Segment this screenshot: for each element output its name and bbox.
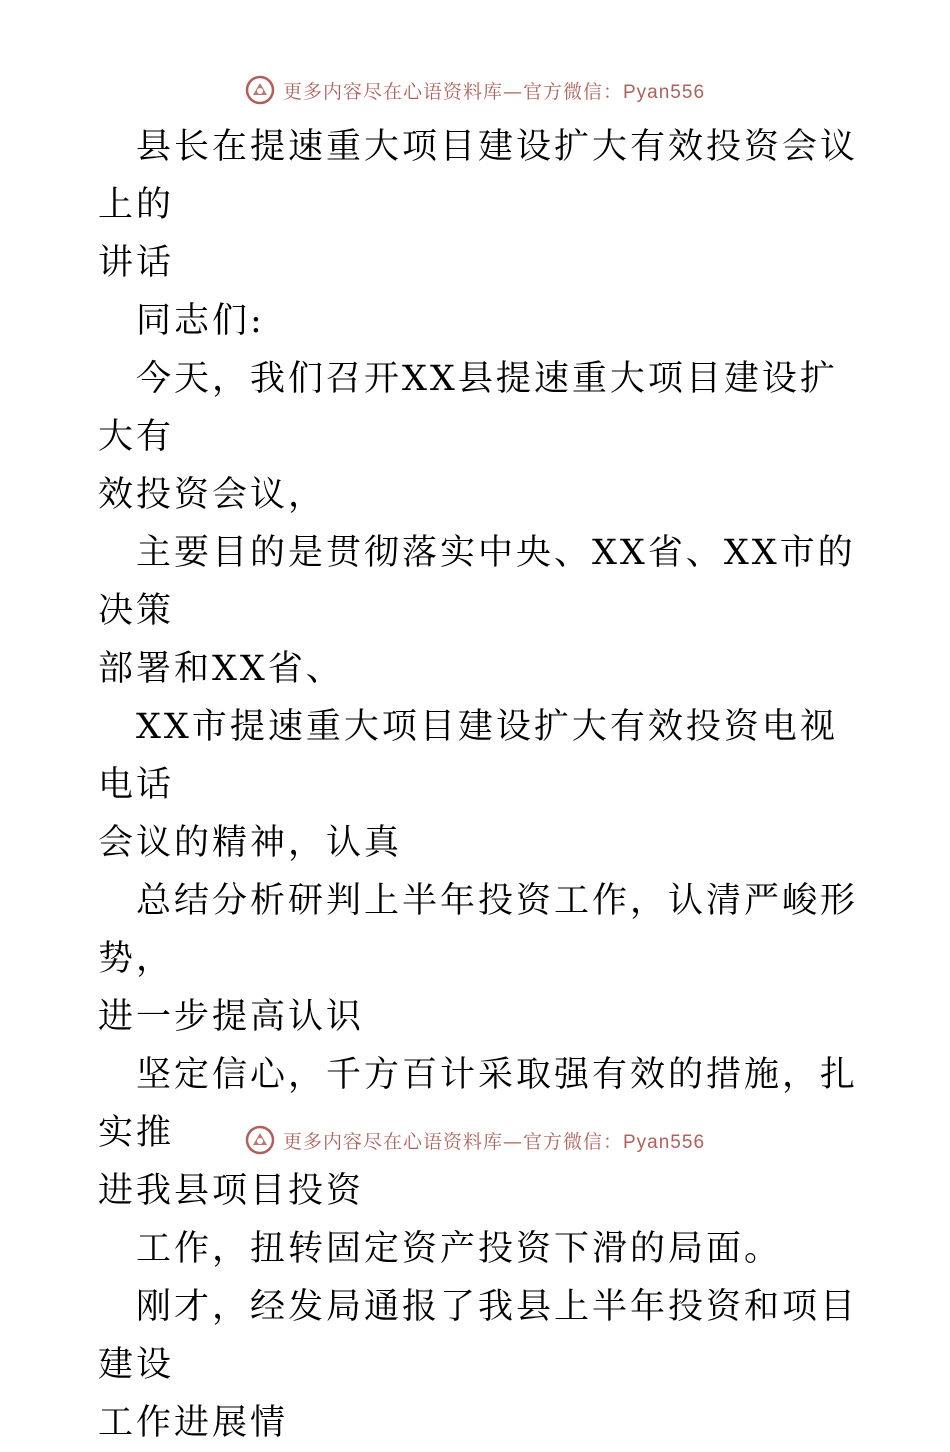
- paragraph: 主要目的是贯彻落实中央、XX省、XX市的决策 部署和XX省、: [98, 533, 856, 689]
- paragraph: 工作，扭转固定资产投资下滑的局面。: [136, 1229, 783, 1269]
- paragraph: 今天，我们召开XX县提速重大项目建设扩大有 效投资会议，: [98, 359, 838, 515]
- footer-watermark: [0, 1120, 950, 1160]
- paragraph: 县长在提速重大项目建设扩大有效投资会议上的 讲话: [98, 127, 859, 283]
- header-watermark: [0, 70, 950, 110]
- paragraph: 刚才，经发局通报了我县上半年投资和项目建设 工作进展情: [98, 1287, 859, 1443]
- logo-icon: [245, 1125, 275, 1155]
- logo-icon: [245, 75, 275, 105]
- paragraph: 同志们:: [136, 301, 265, 341]
- watermark-text: 更多内容尽在心语资料库—官方微信：Pyan556: [282, 80, 706, 103]
- paragraph: 坚定信心，千方百计采取强有效的措施，扎实推 进我县项目投资: [98, 1055, 859, 1211]
- paragraph: 总结分析研判上半年投资工作，认清严峻形势， 进一步提高认识: [98, 881, 859, 1037]
- document-body: [98, 118, 858, 1452]
- watermark-text: 更多内容尽在心语资料库—官方微信：Pyan556: [282, 1130, 706, 1153]
- paragraph: XX市提速重大项目建设扩大有效投资电视电话 会议的精神，认真: [98, 707, 838, 863]
